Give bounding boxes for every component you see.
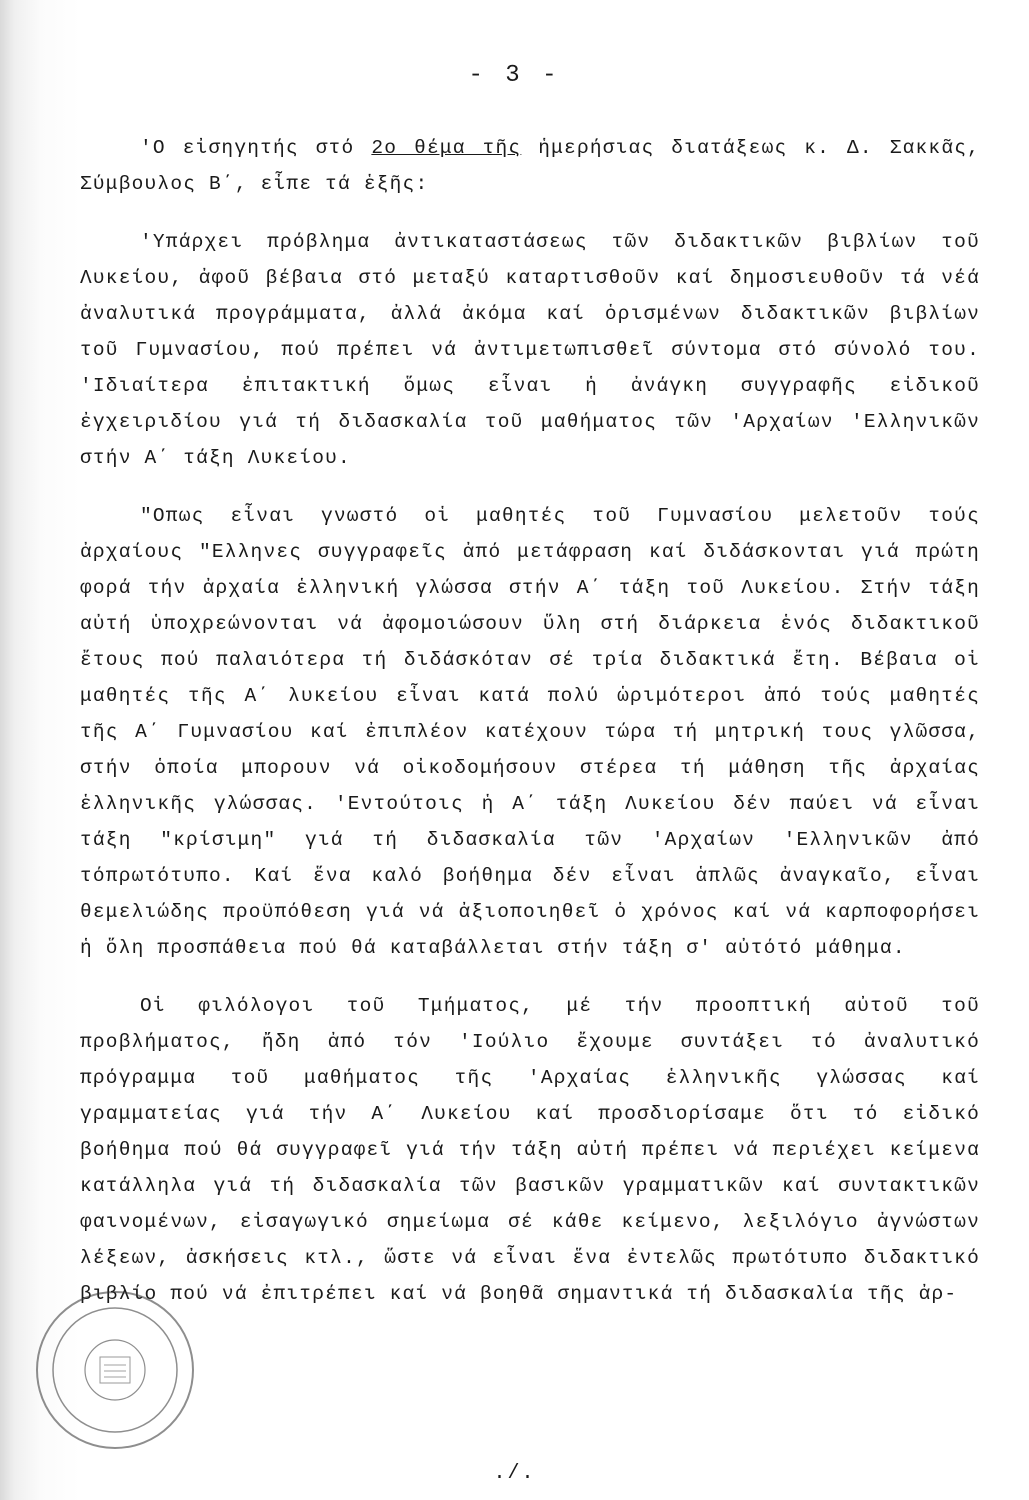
paragraph-proposal: Οἱ φιλόλογοι τοῦ Τμήματος, μέ τήν προοπτική αὐτοῦ τοῦ προβλήματος, ἤδη ἀπό τόν 'Ιούλιο ἔχουμε συντάξει τό ἀναλυτικό πρόγραμμα τοῦ μαθήματος τῆς 'Αρχαίας ἑλληνικῆς γλώσσας καί γραμματείας γιά τήν Α΄ Λυκείου καί προσδιορίσαμε ὅτι τό εἰδικό βοήθημα πού θά συγγραφεῖ γιά τήν τάξη αὐτή πρέπει νά περιέχει κείμενα κατάλληλα γιά τή διδασκαλία τῶν βασικῶν γραμματικῶν καί συντακτικῶν φαινομένων, εἰσαγωγικό σημείωμα σέ κάθε κείμενο, λεξιλόγιο ἀγνώστων λέξεων, ἀσκήσεις κτλ., ὥστε νά εἶναι ἕνα ἐντελῶς πρωτότυπο διδακτικό βιβλίο πού νά ἐπιτρέπει καί νά βοηθᾶ σημαντικά τή διδασκαλία τῆς ἀρ-: [80, 995, 980, 1305]
page-number: - 3 -: [468, 62, 561, 89]
paragraph-problem: 'Υπάρχει πρόβλημα ἀντικαταστάσεως τῶν διδακτικῶν βιβλίων τοῦ Λυκείου, ἀφοῦ βέβαια στό μεταξύ καταρτισθοῦν καί δημοσιευθοῦν τά νέά ἀναλυτικά προγράμματα, ἀλλά ἀκόμα καί ὁρισμένων διδακτικῶν βιβλίων τοῦ Γυμνασίου, πού πρέπει νά ἀντιμετωπισθεῖ σύντομα στό σύνολό του. 'Ιδιαίτερα ἐπιτακτική ὅμως εἶναι ἡ ἀνάγκη συγγραφῆς εἰδικοῦ ἐγχειριδίου γιά τή διδασκαλία τοῦ μαθήματος τῶν 'Αρχαίων 'Ελληνικῶν στήν Α΄ τάξη Λυκείου.: [80, 231, 980, 469]
paragraph-context: "Οπως εἶναι γνωστό οἱ μαθητές τοῦ Γυμνασίου μελετοῦν τούς ἀρχαίους "Ελληνες συγγραφεῖς ἀπό μετάφραση καί διδάσκονται γιά πρώτη φορά τήν ἀρχαία ἑλληνική γλώσσα στήν Α΄ τάξη τοῦ Λυκείου. Στήν τάξη αὐτή ὑποχρεώνονται νά ἀφομοιώσουν ὕλη στή διάρκεια ἑνός διδακτικοῦ ἔτους πού παλαιότερα τή διδάσκόταν σέ τρία διδακτικά ἔτη. Βέβαια οἱ μαθητές τῆς Α΄ λυκείου εἶναι κατά πολύ ὡριμότεροι ἀπό τούς μαθητές τῆς Α΄ Γυμνασίου καί ἐπιπλέον κατέχουν τώρα τή μητρική τους γλῶσσα, στήν ὁποία μπορουν νά οἰκοδομήσουν στέρεα τή μάθηση τῆς ἀρχαίας ἑλληνικῆς γλώσσας. 'Εντούτοις ἡ Α΄ τάξη Λυκείου δέν παύει νά εἶναι τάξη "κρίσιμη" γιά τή διδασκαλία τῶν 'Αρχαίων 'Ελληνικῶν ἀπό τόπρωτότυπο. Καί ἕνα καλό βοήθημα δέν εἶναι ἁπλῶς ἀναγκαῖο, εἶναι θεμελιώδης προϋπόθεση γιά νά ἀξιοποιηθεῖ ὁ χρόνος καί νά καρποφορήσει ἡ ὅλη προσπάθεια πού θά καταβάλλεται στήν τάξη σ' αὐτότό μάθημα.: [80, 505, 980, 959]
document-body: [80, 130, 980, 1334]
continuation-mark: ./.: [493, 1462, 536, 1485]
official-seal-stamp: [30, 1285, 200, 1455]
intro-lead: 'Ο εἰσηγητής στό: [140, 137, 355, 159]
intro-rest: ἡμερήσιας διατάξεως κ. Δ. Σακκᾶς, Σύμβουλος Β΄, εἶπε τά ἑξῆς:: [80, 137, 981, 195]
paragraph-intro: [80, 130, 980, 202]
intro-underlined-topic: 2ο θέμα τῆς: [371, 137, 522, 159]
